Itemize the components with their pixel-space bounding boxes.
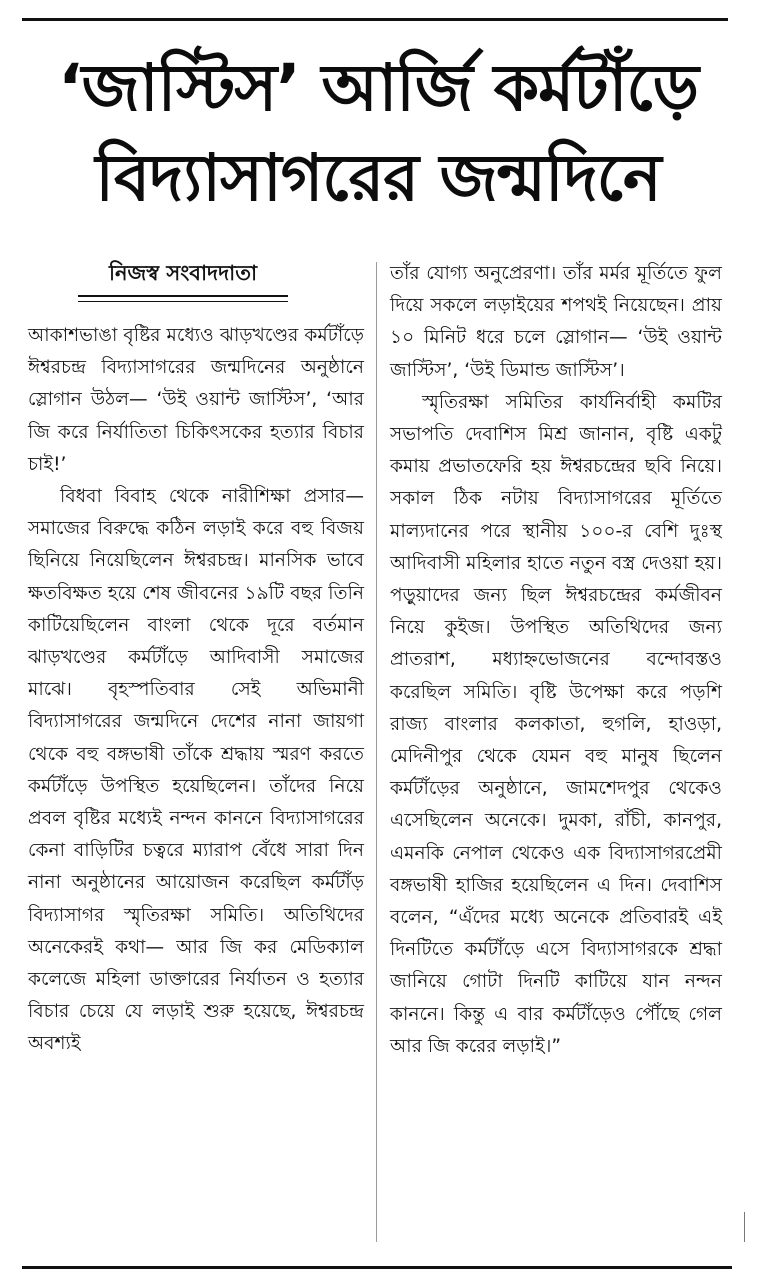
article-paragraph-3: স্মৃতিরক্ষা সমিতির কার্যনির্বাহী কমটির সভাপতি দেবাশিস মিশ্র জানান, বৃষ্টি একটু কমায় প্রভাতফেরি হয় ঈশ্বরচন্দ্রের ছবি নিয়ে। সকাল ঠিক নটায় বিদ্যাসাগরের মূর্তিতে মাল্যদানের পরে স্থানীয় ১০০-র বেশি দুঃস্থ আদিবাসী মহিলার হাতে নতুন বস্ত্র দেওয়া হয়। পড়ুয়াদের জন্য ছিল ঈশ্বরচন্দ্রের কর্মজীবন নিয়ে কুইজ। উপস্থিত অতিথিদের জন্য প্রাতরাশ, মধ্যাহ্নভোজনের বন্দোবস্তও করেছিল সমিতি। বৃষ্টি উপেক্ষা করে পড়শি রাজ্য বাংলার কলকাতা, হুগলি, হাওড়া, মেদিনীপুর থেকে যেমন বহু মানুষ ছিলেন কর্মটাঁড়ের অনুষ্ঠানে, জামশেদপুর থেকেও এসেছিলেন অনেকে। দুমকা, রাঁচী, কানপুর, এমনকি নেপাল থেকেও এক বিদ্যাসাগরপ্রেমী বঙ্গভাষী হাজির হয়েছিলেন এ দিন। দেবাশিস বলেন, “এঁদের মধ্যে অনেকে প্রতিবারই এই দিনটিতে কর্মটাঁড়ে এসে বিদ্যাসাগরকে শ্রদ্ধা জানিয়ে গোটা দিনটি কাটিয়ে যান নন্দন কাননে। কিন্তু এ বার কর্মটাঁড়েও পৌঁছে গেল আর জি করের লড়াই।”: [390, 391, 722, 1057]
byline-rule-thin: [78, 301, 288, 302]
article-paragraph-1: আকাশভাঙা বৃষ্টির মধ্যেও ঝাড়খণ্ডের কর্মটাঁড়ে ঈশ্বরচন্দ্র বিদ্যাসাগরের জন্মদিনের অনুষ্ঠানে স্লোগান উঠল— ‘উই ওয়ান্ট জাস্টিস’, ‘আর জি করে নির্যাতিতা চিকিৎসকের হত্যার বিচার চাই!’: [28, 325, 364, 475]
byline: নিজস্ব সংবাদদাতা: [108, 261, 258, 285]
top-rule: [22, 18, 728, 21]
article-paragraph-2-continued: তাঁর যোগ্য অনুপ্রেরণা। তাঁর মর্মর মূর্তিতে ফুল দিয়ে সকলে লড়াইয়ের শপথই নিয়েছেন। প্রায় ১০ মিনিট ধরে চলে স্লোগান— ‘উই ওয়ান্ট জাস্টিস’, ‘উই ডিমান্ড জাস্টিস’।: [390, 263, 722, 381]
article-column-left: [28, 320, 364, 1061]
headline-line-2: বিদ্যাসাগরের জন্মদিনে: [95, 141, 661, 216]
headline: [22, 44, 734, 224]
article-column-right: [390, 258, 722, 1063]
headline-line-1: ‘জাস্টিস’ আর্জি কর্মটাঁড়ে: [57, 51, 699, 126]
article-paragraph-2: বিধবা বিবাহ থেকে নারীশিক্ষা প্রসার— সমাজের বিরুদ্ধে কঠিন লড়াই করে বহু বিজয় ছিনিয়ে নিয়েছিলেন ঈশ্বরচন্দ্র। মানসিক ভাবে ক্ষতবিক্ষত হয়ে শেষ জীবনের ১৯টি বছর তিনি কাটিয়েছিলেন বাংলা থেকে দূরে বর্তমান ঝাড়খণ্ডের কর্মটাঁড়ে আদিবাসী সমাজের মাঝে। বৃহস্পতিবার সেই অভিমানী বিদ্যাসাগরের জন্মদিনে দেশের নানা জায়গা থেকে বহু বঙ্গভাষী তাঁকে শ্রদ্ধায় স্মরণ করতে কর্মটাঁড়ে উপস্থিত হয়েছিলেন। তাঁদের নিয়ে প্রবল বৃষ্টির মধ্যেই নন্দন কাননে বিদ্যাসাগরের কেনা বাড়িটির চত্বরে ম্যারাপ বেঁধে সারা দিন নানা অনুষ্ঠানের আয়োজন করেছিল কর্মটাঁড় বিদ্যাসাগর স্মৃতিরক্ষা সমিতি। অতিথিদের অনেকেরই কথা— আর জি কর মেডিক্যাল কলেজে মহিলা ডাক্তারের নির্যাতন ও হত্যার বিচার চেয়ে যে লড়াই শুরু হয়েছে, ঈশ্বরচন্দ্র অবশ্যই: [28, 486, 364, 1055]
byline-rule: [78, 295, 288, 297]
column-end-mark: [744, 1212, 745, 1242]
column-divider: [376, 262, 377, 1242]
bottom-rule: [22, 1266, 732, 1269]
